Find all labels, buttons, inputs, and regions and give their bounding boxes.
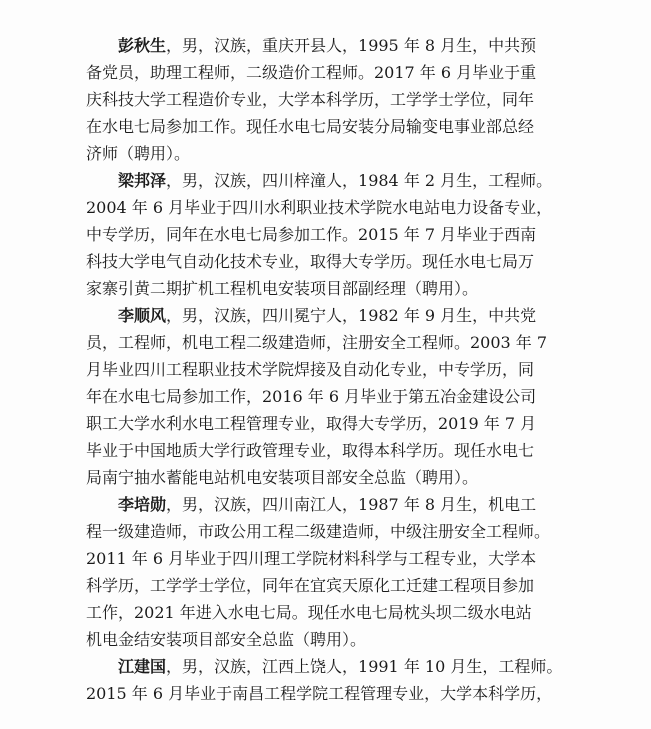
paragraph-line: 年在水电七局参加工作，2016 年 6 月毕业于第五冶金建设公司 bbox=[86, 387, 537, 406]
bio-paragraph-2 bbox=[86, 167, 582, 302]
paragraph-line: 庆科技大学工程造价专业，大学本科学历，工学学士学位，同年 bbox=[86, 90, 535, 109]
bio-paragraph-4 bbox=[86, 491, 582, 653]
paragraph-line: 彭秋生，男，汉族，重庆开县人，1995 年 8 月生，中共预 bbox=[118, 36, 537, 55]
paragraph-line: 科技大学电气自动化技术专业，取得大专学历。现任水电七局万 bbox=[86, 252, 535, 271]
paragraph-line: 在水电七局参加工作。现任水电七局安装分局输变电事业部总经 bbox=[86, 117, 535, 136]
paragraph-line: 江建国，男，汉族，江西上饶人，1991 年 10 月生，工程师。 bbox=[118, 657, 563, 676]
paragraph-line: 2004 年 6 月毕业于四川水利职业技术学院水电站电力设备专业， bbox=[86, 198, 553, 217]
paragraph-line: 职工大学水利水电工程管理专业，取得大专学历，2019 年 7 月 bbox=[86, 414, 537, 433]
paragraph-line: 家寨引黄二期扩机工程机电安装项目部副经理（聘用）。 bbox=[86, 279, 479, 298]
paragraph-line: 备党员，助理工程师，二级造价工程师。2017 年 6 月毕业于重 bbox=[86, 63, 537, 82]
paragraph-line: 员，工程师，机电工程二级建造师，注册安全工程师。2003 年 7 bbox=[86, 333, 548, 352]
paragraph-line: 梁邦泽，男，汉族，四川梓潼人，1984 年 2 月生，工程师。 bbox=[118, 171, 553, 190]
paragraph-line: 局南宁抽水蓄能电站机电安装项目部安全总监（聘用）。 bbox=[86, 468, 479, 487]
paragraph-line: 程一级建造师，市政公用工程二级建造师，中级注册安全工程师。 bbox=[86, 522, 551, 541]
paragraph-line: 毕业于中国地质大学行政管理专业，取得本科学历。现任水电七 bbox=[86, 441, 535, 460]
paragraph-line: 2015 年 6 月毕业于南昌工程学院工程管理专业，大学本科学历， bbox=[86, 684, 553, 703]
paragraph-line: 济师（聘用）。 bbox=[86, 144, 191, 163]
person-name: 彭秋生 bbox=[118, 36, 167, 55]
paragraph-line: 科学历，工学学士学位，同年在宜宾天原化工迁建工程项目参加 bbox=[86, 576, 535, 595]
paragraph-line: 李顺风，男，汉族，四川冕宁人，1982 年 9 月生，中共党 bbox=[118, 306, 537, 325]
paragraph-line: 中专学历，同年在水电七局参加工作。2015 年 7 月毕业于西南 bbox=[86, 225, 537, 244]
person-name: 李顺风 bbox=[118, 306, 167, 325]
document-body bbox=[86, 32, 582, 707]
paragraph-line: 工作，2021 年进入水电七局。现任水电七局枕头坝二级水电站 bbox=[86, 603, 532, 622]
person-name: 梁邦泽 bbox=[118, 171, 167, 190]
person-name: 江建国 bbox=[118, 657, 167, 676]
person-name: 李培勋 bbox=[118, 495, 167, 514]
paragraph-line: 2011 年 6 月毕业于四川理工学院材料科学与工程专业，大学本 bbox=[86, 549, 537, 568]
bio-paragraph-3 bbox=[86, 302, 582, 491]
paragraph-line: 机电金结安装项目部安全总监（聘用）。 bbox=[86, 630, 367, 649]
bio-paragraph-5 bbox=[86, 653, 582, 707]
bio-paragraph-1 bbox=[86, 32, 582, 167]
paragraph-line: 李培勋，男，汉族，四川南江人，1987 年 8 月生，机电工 bbox=[118, 495, 537, 514]
paragraph-line: 月毕业四川工程职业技术学院焊接及自动化专业，中专学历，同 bbox=[86, 360, 535, 379]
